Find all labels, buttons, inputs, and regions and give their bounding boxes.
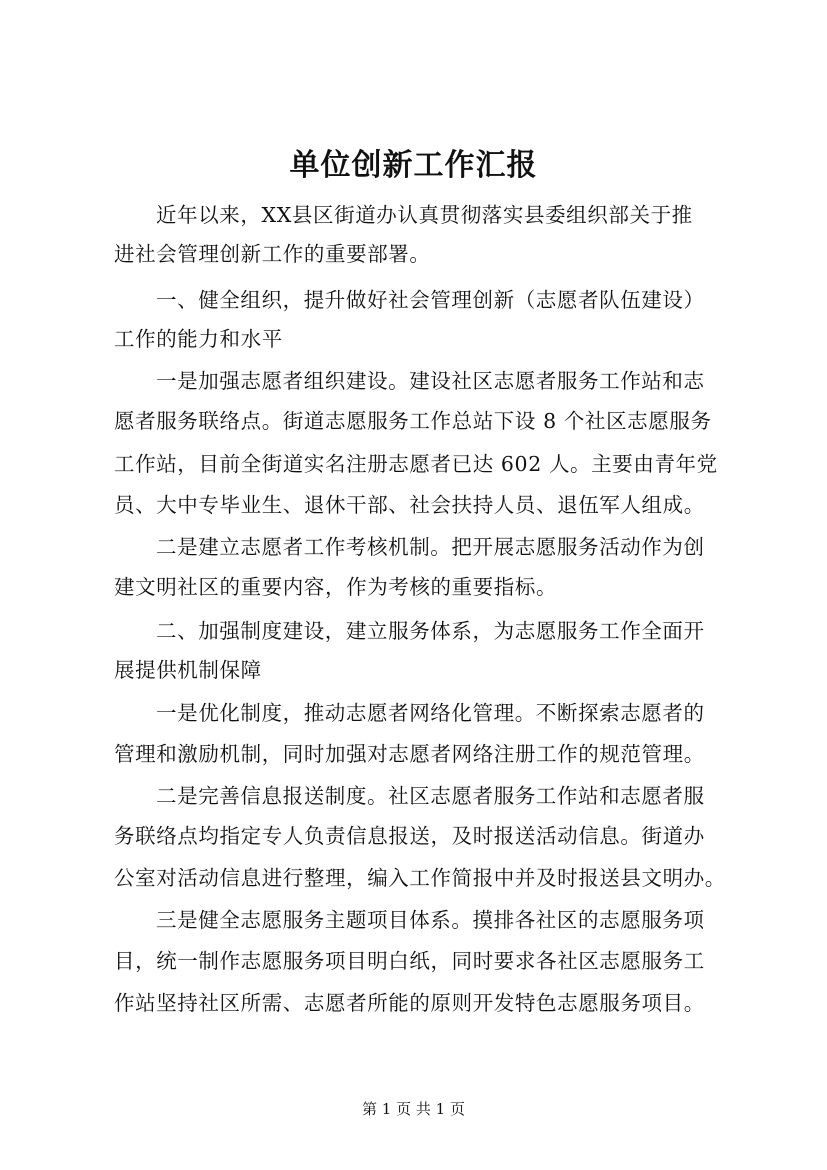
body-line: 作站坚持社区所需、志愿者所能的原则开发特色志愿服务项目。 (114, 991, 705, 1015)
body-line: 进社会管理创新工作的重要部署。 (114, 242, 431, 266)
body-line: 工作站，目前全街道实名注册志愿者已达 602 人。主要由青年党 (114, 452, 718, 476)
body-line: 务联络点均指定专人负责信息报送，及时报送活动信息。街道办 (114, 824, 705, 848)
body-line: 二是完善信息报送制度。社区志愿者服务工作站和志愿者服 (156, 784, 705, 808)
page-footer: 第 1 页 共 1 页 (362, 1100, 465, 1118)
body-line: 目，统一制作志愿服务项目明白纸，同时要求各社区志愿服务工 (114, 949, 705, 973)
body-line: 管理和激励机制，同时加强对志愿者网络注册工作的规范管理。 (114, 742, 705, 766)
body-line: 一是优化制度，推动志愿者网络化管理。不断探索志愿者的 (156, 701, 705, 725)
body-line: 建文明社区的重要内容，作为考核的重要指标。 (114, 575, 558, 599)
section-heading-line: 工作的能力和水平 (114, 327, 283, 351)
section-heading-line: 展提供机制保障 (114, 658, 262, 682)
section-heading-line: 一、健全组织，提升做好社会管理创新（志愿者队伍建设） (156, 288, 705, 312)
body-line: 一是加强志愿者组织建设。建设社区志愿者服务工作站和志 (156, 369, 705, 393)
document-title: 单位创新工作汇报 (289, 148, 538, 183)
section-heading-line: 二、加强制度建设，建立服务体系，为志愿服务工作全面开 (156, 619, 705, 643)
body-line: 愿者服务联络点。街道志愿服务工作总站下设 8 个社区志愿服务 (114, 409, 712, 433)
body-line: 公室对活动信息进行整理，编入工作简报中并及时报送县文明办。 (114, 866, 726, 890)
body-line: 三是健全志愿服务主题项目体系。摸排各社区的志愿服务项 (156, 908, 705, 932)
body-line: 近年以来，XX县区街道办认真贯彻落实县委组织部关于推 (156, 203, 693, 227)
body-line: 员、大中专毕业生、退休干部、社会扶持人员、退伍军人组成。 (114, 493, 705, 517)
body-line: 二是建立志愿者工作考核机制。把开展志愿服务活动作为创 (156, 535, 705, 559)
